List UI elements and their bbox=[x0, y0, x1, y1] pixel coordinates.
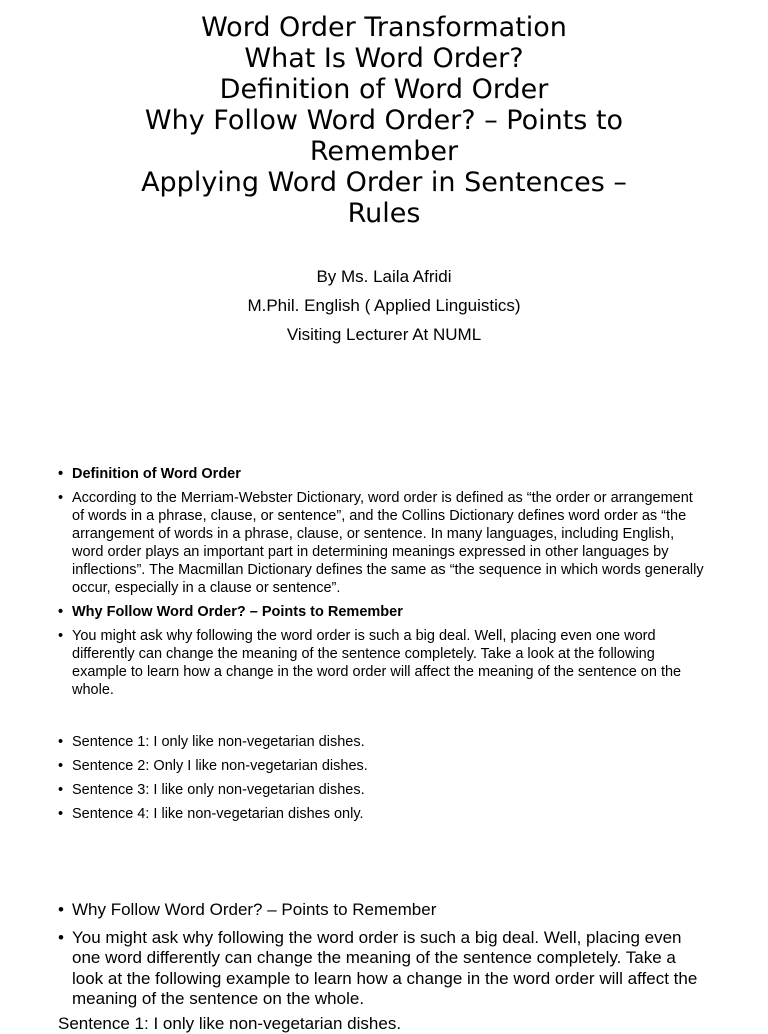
points-section bbox=[58, 900, 708, 1017]
author-degree: M.Phil. English ( Applied Linguistics) bbox=[247, 296, 521, 315]
page-title bbox=[40, 12, 728, 229]
title-line: Definition of Word Order bbox=[219, 74, 549, 105]
title-line: Word Order Transformation bbox=[201, 12, 567, 43]
section-heading: • Why Follow Word Order? – Points to Remember bbox=[58, 900, 708, 921]
title-line: What Is Word Order? bbox=[244, 43, 524, 74]
author-name: By Ms. Laila Afridi bbox=[316, 267, 452, 286]
author-position: Visiting Lecturer At NUML bbox=[286, 325, 482, 344]
example-sentence: • Sentence 1: I only like non-vegetarian dishes. bbox=[58, 733, 708, 751]
explanation-paragraph: • You might ask why following the word order is such a big deal. Well, placing even one word differently can change the meaning of the sentence completely. Take a look at the following example to learn how a change in the word order will affect the meaning of the sentence on the whole. bbox=[58, 627, 708, 699]
example-sentence: • Sentence 2: Only I like non-vegetarian dishes. bbox=[58, 757, 708, 775]
title-line: Rules bbox=[347, 198, 421, 229]
example-sentence: • Sentence 3: I like only non-vegetarian dishes. bbox=[58, 781, 708, 799]
definition-paragraph: • According to the Merriam-Webster Dictionary, word order is defined as “the order or arrangement of words in a phrase, clause, or sentence”, and the Collins Dictionary defines word order as “the arrangement of words in a phrase, clause, or sentence. In many languages, including English, word order plays an important part in determining meanings expressed in other languages by inflections”. The Macmillan Dictionary defines the same as “the sequence in which words generally occur, especially in a clause or sentence”. bbox=[58, 489, 708, 597]
title-line: Applying Word Order in Sentences – bbox=[141, 167, 627, 198]
title-line: Remember bbox=[309, 136, 459, 167]
explanation-paragraph: • You might ask why following the word order is such a big deal. Well, placing even one word differently can change the meaning of the sentence completely. Take a look at the following example to learn how a change in the word order will affect the meaning of the sentence on the whole. bbox=[58, 928, 708, 1010]
example-sentences-list bbox=[58, 733, 708, 829]
cutoff-sentence: Sentence 1: I only like non-vegetarian dishes. bbox=[58, 1014, 402, 1033]
example-sentence: • Sentence 4: I like non-vegetarian dishes only. bbox=[58, 805, 708, 823]
author-byline bbox=[40, 262, 728, 349]
definition-section bbox=[58, 465, 708, 705]
title-line: Why Follow Word Order? – Points to bbox=[144, 105, 624, 136]
section-heading: • Why Follow Word Order? – Points to Remember bbox=[58, 603, 708, 621]
section-heading: • Definition of Word Order bbox=[58, 465, 708, 483]
